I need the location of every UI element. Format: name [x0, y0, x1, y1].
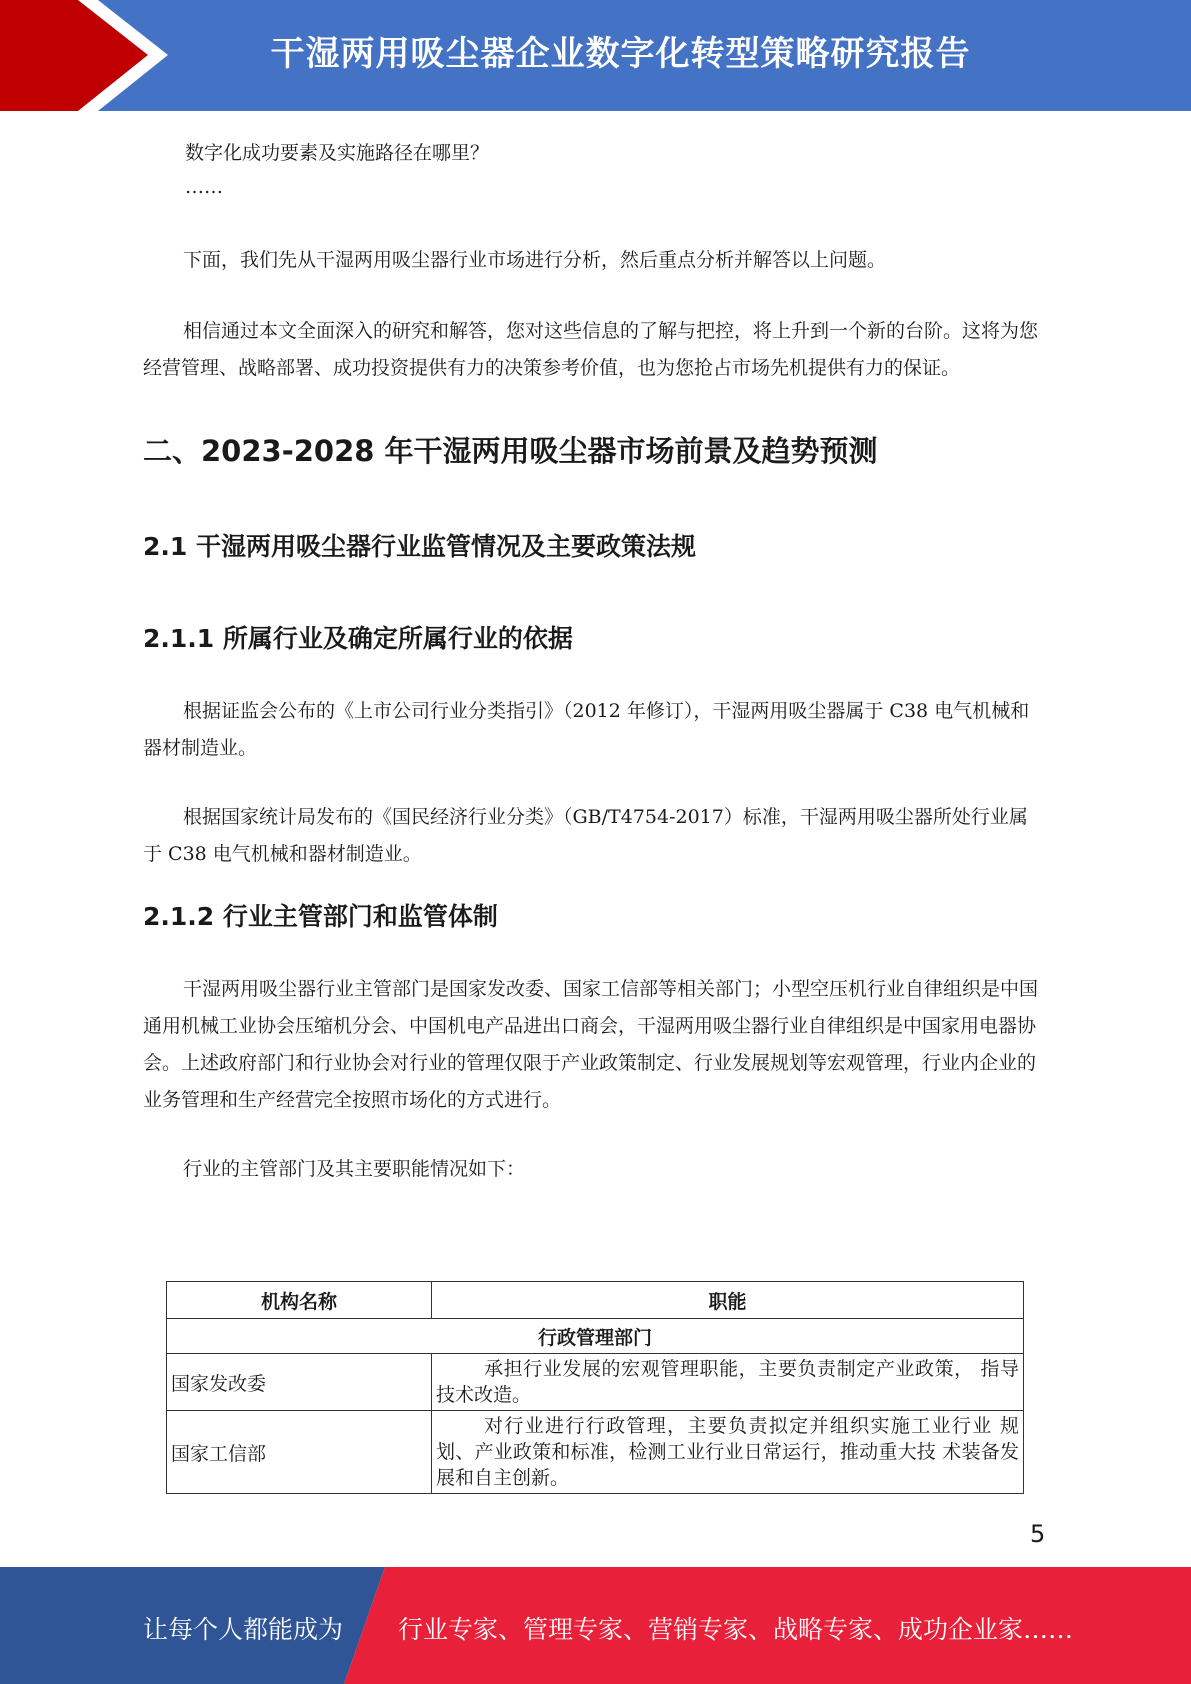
table-header-org: 机构名称	[167, 1282, 432, 1319]
table-cell-duty: 对行业进行行政管理，主要负责拟定并组织实施工业行业 规划、产业政策和标准，检测工业行业日常运行，推动重大技 术装备发展和自主创新。	[432, 1411, 1024, 1494]
csrc-paragraph: 根据证监会公布的《上市公司行业分类指引》（2012 年修订），干湿两用吸尘器属于 C38 电气机械和器材制造业。	[143, 700, 1030, 759]
believe-paragraph: 相信通过本文全面深入的研究和解答，您对这些信息的了解与把控，将上升到一个新的台阶。这将为您经营管理、战略部署、成功投资提供有力的决策参考价值，也为您抢占市场先机提供有力的保证。	[143, 320, 1039, 379]
page-number: 5	[1030, 1520, 1046, 1548]
table-cell-org: 国家发改委	[167, 1354, 432, 1411]
section-heading-2-1-2: 2.1.2 行业主管部门和监管体制	[143, 902, 498, 931]
table-cell-org: 国家工信部	[167, 1411, 432, 1494]
table-row	[167, 1354, 1024, 1411]
nbs-paragraph: 根据国家统计局发布的《国民经济行业分类》（GB/T4754-2017）标准，干湿两用吸尘器所处行业属于 C38 电气机械和器材制造业。	[143, 806, 1028, 865]
section-heading-2-1: 2.1 干湿两用吸尘器行业监管情况及主要政策法规	[143, 532, 696, 561]
table-cell-duty: 承担行业发展的宏观管理职能，主要负责制定产业政策， 指导技术改造。	[432, 1354, 1024, 1411]
table-row	[167, 1411, 1024, 1494]
table-header-row	[167, 1282, 1024, 1319]
page-footer	[0, 1567, 1191, 1684]
main-content	[143, 136, 1046, 1188]
table-header-duty: 职能	[432, 1282, 1024, 1319]
report-title: 干湿两用吸尘器企业数字化转型策略研究报告	[270, 34, 971, 74]
footer-slogan-left: 让每个人都能成为	[143, 1615, 344, 1644]
ellipsis-line: ……	[185, 176, 223, 198]
table-section-label: 行政管理部门	[167, 1319, 1024, 1354]
section-heading-2: 二、2023-2028 年干湿两用吸尘器市场前景及趋势预测	[143, 434, 878, 468]
table-section-row	[167, 1319, 1024, 1354]
section-heading-2-1-1: 2.1.1 所属行业及确定所属行业的依据	[143, 624, 573, 653]
page-header	[0, 0, 1191, 111]
regulator-paragraph: 干湿两用吸尘器行业主管部门是国家发改委、国家工信部等相关部门；小型空压机行业自律组织是中国通用机械工业协会压缩机分会、中国机电产品进出口商会，干湿两用吸尘器行业自律组织是中国家用电器协会。上述政府部门和行业协会对行业的管理仅限于产业政策制定、行业发展规划等宏观管理，行业内企业的业务管理和生产经营完全按照市场化的方式进行。	[143, 978, 1039, 1111]
intro-paragraph: 下面，我们先从干湿两用吸尘器行业市场进行分析，然后重点分析并解答以上问题。	[183, 249, 887, 271]
table-intro-paragraph: 行业的主管部门及其主要职能情况如下：	[183, 1158, 526, 1180]
question-line: 数字化成功要素及实施路径在哪里？	[185, 142, 490, 164]
regulator-table	[166, 1281, 1024, 1494]
footer-slogan-right: 行业专家、管理专家、营销专家、战略专家、成功企业家……	[398, 1615, 1074, 1644]
